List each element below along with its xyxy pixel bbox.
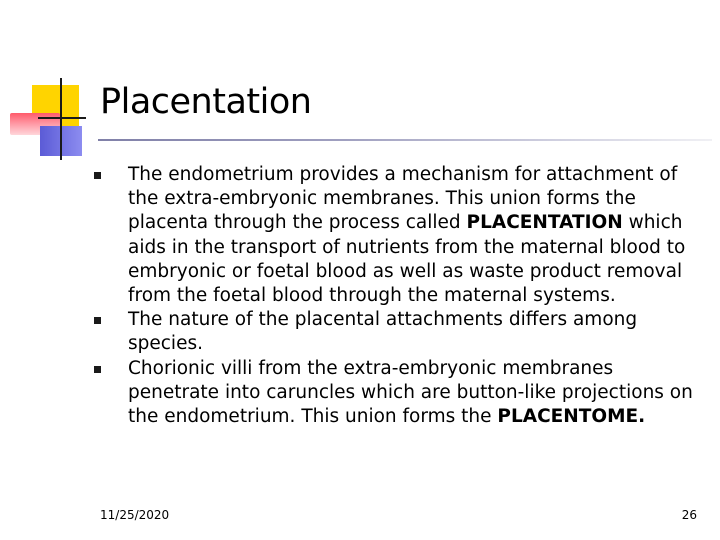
bullet-item — [94, 308, 694, 356]
bullet-text — [128, 309, 637, 354]
title-underline — [98, 139, 712, 141]
bullet-text-span: The nature of the placental attachments differs among species. — [128, 309, 638, 355]
logo-vertical-line — [60, 78, 62, 160]
bullet-bold-term: PLACENTATION — [466, 212, 623, 234]
bullet-bold-term: PLACENTOME. — [497, 406, 646, 428]
square-bullet-icon — [94, 317, 101, 324]
bullet-item — [94, 357, 694, 430]
logo-horizontal-line — [38, 117, 86, 119]
slide-title: Placentation — [100, 82, 312, 122]
footer-date: 11/25/2020 — [100, 508, 170, 522]
bullet-text-span: Chorionic villi from the extra-embryonic membranes penetrate into caruncles which are button-like projections on the endometrium. This union forms the — [128, 357, 693, 428]
square-bullet-icon — [94, 366, 101, 373]
bullet-text — [128, 164, 685, 306]
bullet-text-span: The endometrium provides a mechanism for attachment of the extra-embryonic membranes. This union forms the placenta through the process called — [128, 164, 678, 234]
bullet-list — [94, 163, 694, 429]
bullet-item — [94, 163, 694, 308]
square-bullet-icon — [94, 172, 101, 179]
page-number: 26 — [681, 508, 697, 522]
bullet-text — [128, 358, 693, 427]
bullet-text-span: which aids in the transport of nutrients from the maternal blood to embryonic or foetal blood as well as waste product removal from the foetal blood through the maternal systems. — [128, 212, 686, 307]
